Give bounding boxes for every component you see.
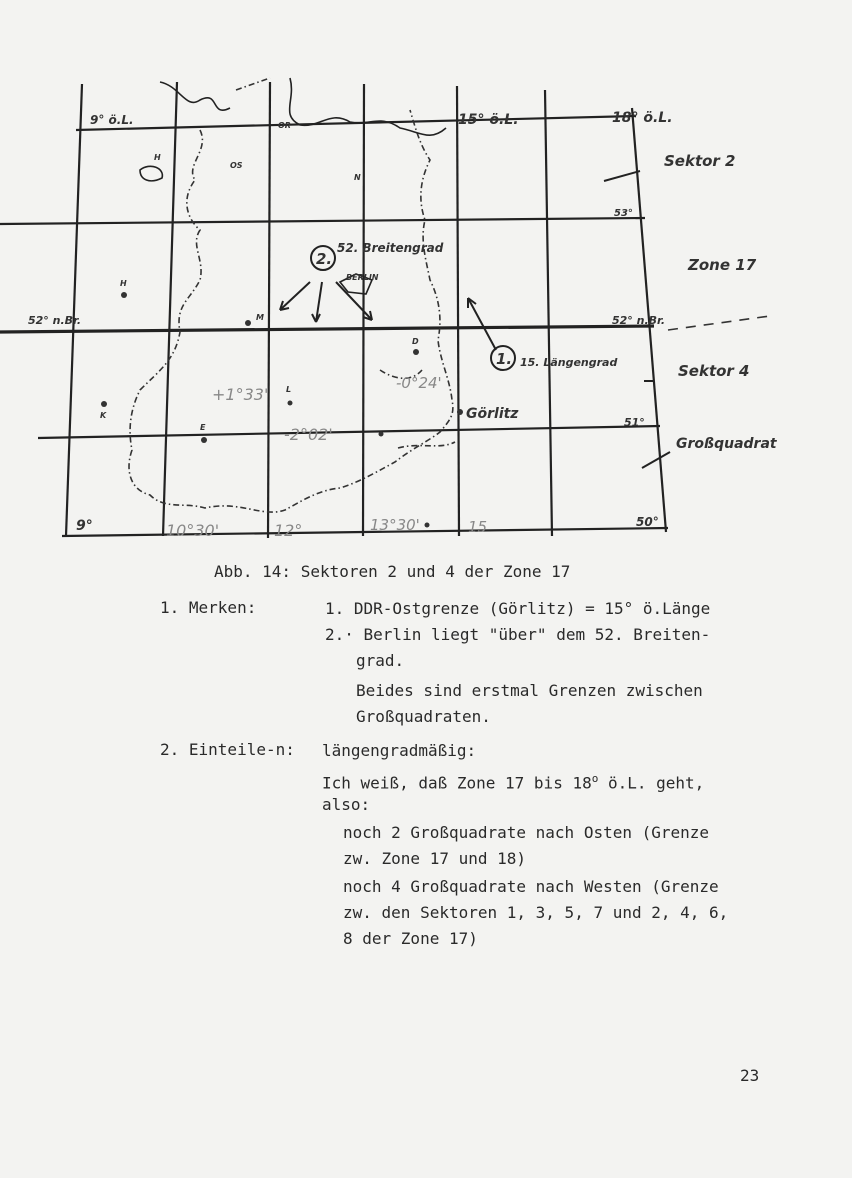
map-label-53: 53° [614, 208, 633, 219]
map-label-51: 51° [624, 416, 645, 429]
item2-line-text: Ich weiß, daß Zone 17 bis 18 [322, 773, 592, 793]
item2-line-degree [322, 766, 704, 796]
map-grid [0, 82, 668, 538]
item2-line-tail: ö.L. geht, [598, 773, 705, 793]
map-label-berlin: BERLIN [346, 273, 379, 282]
map-marker1-number: 1. [496, 350, 513, 368]
map-city-letter: L [286, 385, 292, 394]
map-label-grossquadrat: Großquadrat [676, 436, 777, 452]
map-label-50: 50° [636, 515, 659, 529]
item1-line: 2.· Berlin liegt "über" dem 52. Breiten- [325, 625, 711, 644]
map-label-lat-right: 52° n.Br. [612, 314, 666, 327]
map-city-letter: N [354, 173, 361, 182]
item2-line: also: [322, 795, 371, 814]
map-label-18-oel: 18° ö.L. [612, 110, 673, 126]
map-pencil-c: -0°24' [396, 374, 442, 392]
item2-line: 8 der Zone 17) [343, 929, 478, 948]
map-label-zone: Zone 17 [688, 256, 757, 274]
item2-line: noch 4 Großquadrate nach Westen (Grenze [343, 877, 719, 896]
map-city-letter: M [256, 313, 264, 322]
map-label-15-oel: 15° ö.L. [458, 112, 519, 128]
map-label-sektor4: Sektor 4 [678, 362, 750, 380]
item2-line: noch 2 Großquadrate nach Osten (Grenze [343, 823, 710, 842]
map-marker2-number: 2. [316, 250, 333, 268]
item1-label: 1. Merken: [160, 598, 257, 617]
item1-line: Beides sind erstmal Grenzen zwischen [356, 681, 703, 700]
item1-line: Großquadraten. [356, 707, 491, 726]
item2-label: 2. Einteile-n: [160, 740, 295, 759]
map-label-goerlitz: Görlitz [466, 406, 519, 422]
page-number: 23 [740, 1066, 760, 1085]
map-city-letter: H [154, 153, 161, 162]
map-city-letter: E [200, 423, 206, 432]
map-bottom-1330: 13°30' [370, 516, 420, 534]
map-marker2-text: 52. Breitengrad [337, 241, 444, 255]
map-label-lat-left: 52° n.Br. [28, 314, 82, 327]
map-bottom-9: 9° [76, 518, 93, 534]
figure-caption: Abb. 14: Sektoren 2 und 4 der Zone 17 [214, 562, 571, 581]
map-bottom-12: 12° [274, 521, 303, 540]
map-city-letter: H [120, 279, 127, 288]
item2-line: längengradmäßig: [322, 741, 477, 760]
map-city-letter: K [100, 411, 107, 420]
map-label-9-oel: 9° ö.L. [90, 113, 134, 127]
map-bottom-1030: 10°30' [166, 521, 220, 540]
map-marker1-text: 15. Längengrad [520, 356, 618, 369]
map-pencil-a: +1°33' [212, 385, 269, 404]
item1-line: grad. [356, 651, 405, 670]
map-figure [0, 70, 852, 550]
item2-line: zw. den Sektoren 1, 3, 5, 7 und 2, 4, 6, [343, 903, 729, 922]
map-label-sektor2: Sektor 2 [664, 152, 736, 170]
map-city-letter: OS [230, 161, 243, 170]
map-bottom-15: 15 [468, 518, 488, 536]
degree-sup: o [591, 772, 599, 785]
item2-line: zw. Zone 17 und 18) [343, 849, 527, 868]
map-city-letter: OR [278, 121, 291, 130]
map-city-letter: D [412, 337, 419, 346]
map-pencil-b: -2°02' [284, 425, 333, 444]
item1-line: 1. DDR-Ostgrenze (Görlitz) = 15° ö.Länge [325, 599, 711, 618]
